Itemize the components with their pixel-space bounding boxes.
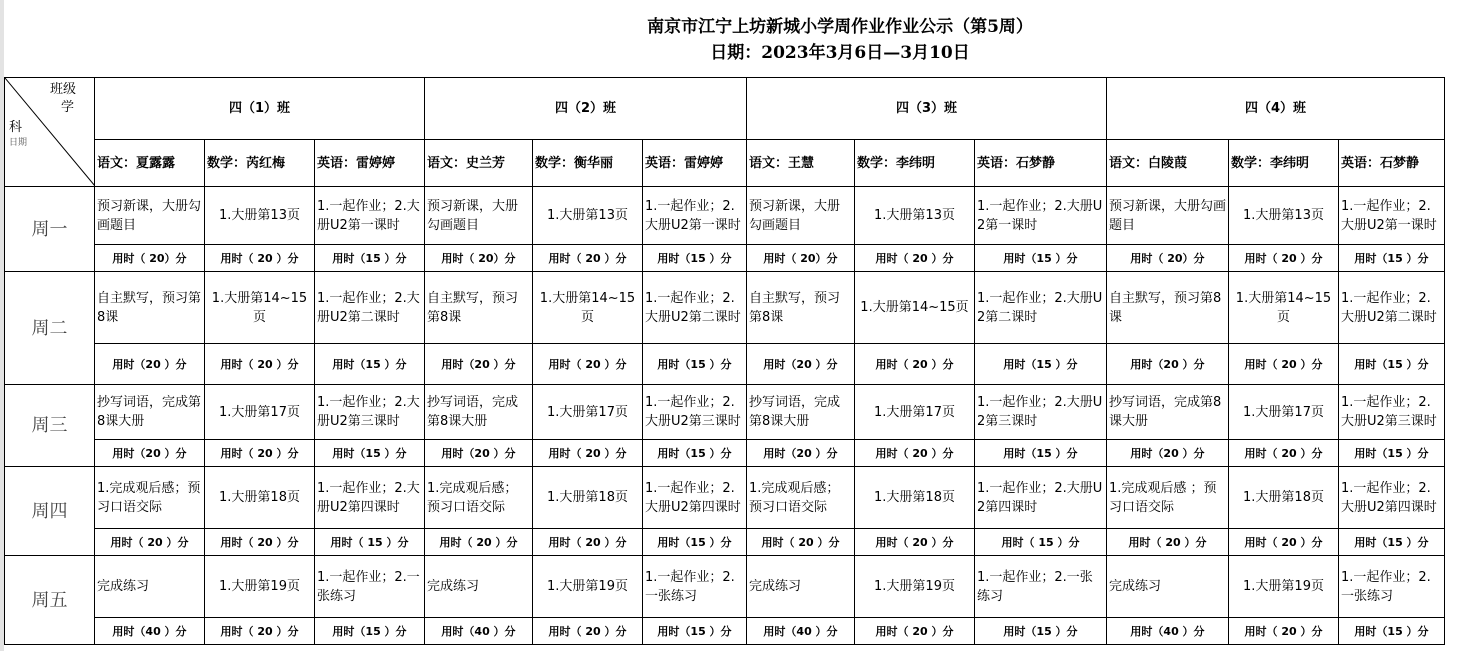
time-cell[interactable]: 用时（20 ）分 [95, 344, 205, 385]
task-cell[interactable]: 1.完成观后感 ；预习口语交际 [1107, 467, 1229, 529]
task-cell[interactable]: 1.大册第18页 [1229, 467, 1339, 529]
teacher-cell[interactable]: 数学：芮红梅 [205, 140, 315, 187]
time-cell[interactable]: 用时（15 ）分 [643, 440, 747, 467]
task-cell[interactable]: 预习新课，大册勾画题目 [1107, 187, 1229, 245]
time-cell[interactable]: 用时（15 ）分 [643, 245, 747, 272]
task-cell[interactable]: 1.一起作业；2.大册U2第一课时 [975, 187, 1107, 245]
task-cell[interactable]: 1.一起作业；2.大册U2第四课时 [975, 467, 1107, 529]
day-label[interactable]: 周五 [5, 556, 95, 645]
task-cell[interactable]: 1.一起作业；2.大册U2第四课时 [1339, 467, 1445, 529]
task-cell[interactable]: 1.大册第17页 [1229, 385, 1339, 440]
teacher-cell[interactable]: 英语：雷婷婷 [643, 140, 747, 187]
task-cell[interactable]: 完成练习 [95, 556, 205, 618]
time-cell[interactable]: 用时（40 ）分 [1107, 618, 1229, 645]
time-cell[interactable]: 用时（ 20 ）分 [1229, 440, 1339, 467]
page-title-block [560, 14, 1120, 66]
corner-subject-label-1: 学 [60, 100, 74, 115]
time-cell[interactable]: 用时（ 20 ）分 [533, 245, 643, 272]
time-cell[interactable]: 用时（15 ）分 [1339, 529, 1445, 556]
task-cell[interactable]: 1.一起作业；2.大册U2第一课时 [643, 187, 747, 245]
time-cell[interactable]: 用时（15 ）分 [315, 440, 425, 467]
task-cell[interactable]: 1.大册第18页 [205, 467, 315, 529]
task-cell[interactable]: 1.一起作业；2.大册U2第三课时 [975, 385, 1107, 440]
time-cell[interactable]: 用时（ 20 ）分 [747, 529, 855, 556]
time-row [5, 529, 1445, 556]
time-cell[interactable]: 用时（ 20）分 [747, 245, 855, 272]
time-cell[interactable]: 用时（ 20 ）分 [205, 529, 315, 556]
time-cell[interactable]: 用时（ 20 ）分 [1229, 344, 1339, 385]
task-cell[interactable]: 1.大册第17页 [205, 385, 315, 440]
task-cell[interactable]: 完成练习 [425, 556, 533, 618]
task-cell[interactable]: 1.一起作业；2.大册U2第二课时 [975, 272, 1107, 344]
time-cell[interactable]: 用时（ 20 ）分 [855, 618, 975, 645]
time-cell[interactable]: 用时（ 20 ）分 [1107, 529, 1229, 556]
task-cell[interactable]: 1.一起作业；2.一张练习 [315, 556, 425, 618]
task-cell[interactable]: 自主默写，预习第8课 [95, 272, 205, 344]
task-cell[interactable]: 1.大册第19页 [1229, 556, 1339, 618]
time-cell[interactable]: 用时（ 20）分 [425, 245, 533, 272]
task-cell[interactable]: 抄写词语，完成第8课大册 [1107, 385, 1229, 440]
time-cell[interactable]: 用时（15 ）分 [975, 344, 1107, 385]
time-cell[interactable]: 用时（ 20 ）分 [205, 245, 315, 272]
teacher-cell[interactable]: 语文：史兰芳 [425, 140, 533, 187]
teacher-cell[interactable]: 语文：白陵葭 [1107, 140, 1229, 187]
time-cell[interactable]: 用时（ 15 ）分 [315, 529, 425, 556]
time-cell[interactable]: 用时（ 20）分 [95, 245, 205, 272]
day-label[interactable]: 周一 [5, 187, 95, 272]
task-cell[interactable]: 1.大册第17页 [533, 385, 643, 440]
task-cell[interactable]: 1.大册第14~15页 [205, 272, 315, 344]
task-cell[interactable]: 1.大册第13页 [205, 187, 315, 245]
time-cell[interactable]: 用时（15 ）分 [1339, 344, 1445, 385]
task-cell[interactable]: 1.一起作业；2.大册U2第三课时 [1339, 385, 1445, 440]
task-cell[interactable]: 1.大册第17页 [855, 385, 975, 440]
time-row [5, 618, 1445, 645]
corner-class-label: 班级 [49, 82, 76, 97]
task-cell[interactable]: 1.一起作业；2.大册U2第二课时 [315, 272, 425, 344]
task-cell[interactable]: 1.完成观后感；预习口语交际 [95, 467, 205, 529]
task-cell[interactable]: 自主默写，预习第8课 [747, 272, 855, 344]
day-label[interactable]: 周四 [5, 467, 95, 556]
class-header-3[interactable]: 四（3）班 [747, 78, 1107, 140]
task-cell[interactable]: 预习新课，大册勾画题目 [95, 187, 205, 245]
task-cell[interactable]: 抄写词语，完成第8课大册 [747, 385, 855, 440]
class-header-4[interactable]: 四（4）班 [1107, 78, 1445, 140]
task-cell[interactable]: 1.大册第13页 [1229, 187, 1339, 245]
task-cell[interactable]: 1.大册第13页 [533, 187, 643, 245]
time-cell[interactable]: 用时（ 20）分 [1107, 245, 1229, 272]
time-cell[interactable]: 用时（40 ）分 [425, 618, 533, 645]
time-cell[interactable]: 用时（15 ）分 [1339, 618, 1445, 645]
page-title: 南京市江宁上坊新城小学周作业作业公示（第5周） [647, 17, 1033, 37]
time-cell[interactable]: 用时（15 ）分 [315, 344, 425, 385]
task-cell[interactable]: 1.一起作业；2.大册U2第三课时 [315, 385, 425, 440]
task-cell[interactable]: 1.一起作业；2.大册U2第一课时 [1339, 187, 1445, 245]
task-row [5, 556, 1445, 618]
time-cell[interactable]: 用时（ 20 ）分 [855, 344, 975, 385]
class-header-1[interactable]: 四（1）班 [95, 78, 425, 140]
time-cell[interactable]: 用时（15 ）分 [643, 344, 747, 385]
teacher-cell[interactable]: 语文：夏露露 [95, 140, 205, 187]
time-cell[interactable]: 用时（ 20 ）分 [425, 529, 533, 556]
task-cell[interactable]: 1.一起作业；2.大册U2第四课时 [315, 467, 425, 529]
corner-cut-label: 日期 [9, 138, 28, 148]
time-cell[interactable]: 用时（15 ）分 [1339, 245, 1445, 272]
time-row [5, 440, 1445, 467]
time-cell[interactable]: 用时（ 20 ）分 [205, 344, 315, 385]
time-cell[interactable]: 用时（15 ）分 [643, 529, 747, 556]
time-cell[interactable]: 用时（15 ）分 [1339, 440, 1445, 467]
task-cell[interactable]: 1.一起作业；2.大册U2第三课时 [643, 385, 747, 440]
time-cell[interactable]: 用时（15 ）分 [643, 618, 747, 645]
time-cell[interactable]: 用时（ 20 ）分 [205, 618, 315, 645]
task-cell[interactable]: 自主默写，预习第8课 [425, 272, 533, 344]
task-cell[interactable]: 自主默写，预习第8课 [1107, 272, 1229, 344]
task-cell[interactable]: 1.大册第19页 [855, 556, 975, 618]
time-cell[interactable]: 用时（ 20 ）分 [95, 529, 205, 556]
time-cell[interactable]: 用时（20 ）分 [95, 440, 205, 467]
task-cell[interactable]: 1.大册第18页 [533, 467, 643, 529]
task-row [5, 467, 1445, 529]
task-cell[interactable]: 完成练习 [747, 556, 855, 618]
teacher-cell[interactable]: 数学：衡华丽 [533, 140, 643, 187]
task-cell[interactable]: 预习新课，大册勾画题目 [425, 187, 533, 245]
time-row [5, 245, 1445, 272]
task-cell[interactable]: 1.大册第19页 [205, 556, 315, 618]
class-header-2[interactable]: 四（2）班 [425, 78, 747, 140]
time-cell[interactable]: 用时（ 20 ）分 [855, 440, 975, 467]
time-cell[interactable]: 用时（ 20 ）分 [533, 618, 643, 645]
time-cell[interactable]: 用时（40 ）分 [747, 618, 855, 645]
time-cell[interactable]: 用时（15 ）分 [975, 245, 1107, 272]
task-row [5, 385, 1445, 440]
task-row [5, 272, 1445, 344]
time-cell[interactable]: 用时（ 15 ）分 [975, 529, 1107, 556]
task-cell[interactable]: 1.一起作业；2.一张练习 [1339, 556, 1445, 618]
time-cell[interactable]: 用时（20 ）分 [1107, 440, 1229, 467]
task-row [5, 187, 1445, 245]
teacher-row [5, 140, 1445, 187]
task-cell[interactable]: 1.大册第14~15页 [533, 272, 643, 344]
time-cell[interactable]: 用时（ 20 ）分 [533, 529, 643, 556]
class-header-row [5, 78, 1445, 140]
time-cell[interactable]: 用时（ 20 ）分 [1229, 245, 1339, 272]
homework-table [4, 77, 1445, 645]
time-cell[interactable]: 用时（ 20 ）分 [533, 344, 643, 385]
task-cell[interactable]: 1.一起作业；2.大册U2第二课时 [1339, 272, 1445, 344]
time-cell[interactable]: 用时（ 20 ）分 [533, 440, 643, 467]
task-cell[interactable]: 1.大册第14~15页 [1229, 272, 1339, 344]
time-cell[interactable]: 用时（ 20 ）分 [855, 529, 975, 556]
time-cell[interactable]: 用时（ 20 ）分 [1229, 529, 1339, 556]
task-cell[interactable]: 1.大册第18页 [855, 467, 975, 529]
time-cell[interactable]: 用时（20 ）分 [425, 440, 533, 467]
task-cell[interactable]: 1.一起作业；2.一张练习 [643, 556, 747, 618]
task-cell[interactable]: 1.大册第19页 [533, 556, 643, 618]
time-cell[interactable]: 用时（20 ）分 [425, 344, 533, 385]
task-cell[interactable]: 1.大册第14~15页 [855, 272, 975, 344]
task-cell[interactable]: 1.一起作业；2.一张练习 [975, 556, 1107, 618]
task-cell[interactable]: 1.一起作业；2.大册U2第一课时 [315, 187, 425, 245]
teacher-cell[interactable]: 数学：李纬明 [855, 140, 975, 187]
corner-cell[interactable] [5, 78, 95, 187]
time-row [5, 344, 1445, 385]
time-cell[interactable]: 用时（ 20 ）分 [855, 245, 975, 272]
time-cell[interactable]: 用时（15 ）分 [975, 440, 1107, 467]
time-cell[interactable]: 用时（40 ）分 [95, 618, 205, 645]
corner-subject-label-2: 科 [9, 120, 23, 135]
time-cell[interactable]: 用时（ 20 ）分 [205, 440, 315, 467]
day-label[interactable]: 周三 [5, 385, 95, 467]
day-label[interactable]: 周二 [5, 272, 95, 385]
time-cell[interactable]: 用时（15 ）分 [315, 618, 425, 645]
task-cell[interactable]: 完成练习 [1107, 556, 1229, 618]
task-cell[interactable]: 预习新课，大册勾画题目 [747, 187, 855, 245]
time-cell[interactable]: 用时（ 20 ）分 [1229, 618, 1339, 645]
teacher-cell[interactable]: 英语：石梦静 [1339, 140, 1445, 187]
teacher-cell[interactable]: 语文：王慧 [747, 140, 855, 187]
date-range: 日期：2023年3月6日—3月10日 [710, 43, 970, 63]
task-cell[interactable]: 1.完成观后感；预习口语交际 [425, 467, 533, 529]
task-cell[interactable]: 抄写词语，完成第8课大册 [425, 385, 533, 440]
task-cell[interactable]: 抄写词语，完成第8课大册 [95, 385, 205, 440]
task-cell[interactable]: 1.完成观后感；预习口语交际 [747, 467, 855, 529]
task-cell[interactable]: 1.一起作业；2.大册U2第四课时 [643, 467, 747, 529]
time-cell[interactable]: 用时（20 ）分 [1107, 344, 1229, 385]
task-cell[interactable]: 1.一起作业；2.大册U2第二课时 [643, 272, 747, 344]
time-cell[interactable]: 用时（20 ）分 [747, 344, 855, 385]
teacher-cell[interactable]: 英语：雷婷婷 [315, 140, 425, 187]
time-cell[interactable]: 用时（15 ）分 [315, 245, 425, 272]
teacher-cell[interactable]: 数学：李纬明 [1229, 140, 1339, 187]
time-cell[interactable]: 用时（20 ）分 [747, 440, 855, 467]
time-cell[interactable]: 用时（15 ）分 [975, 618, 1107, 645]
task-cell[interactable]: 1.大册第13页 [855, 187, 975, 245]
teacher-cell[interactable]: 英语：石梦静 [975, 140, 1107, 187]
